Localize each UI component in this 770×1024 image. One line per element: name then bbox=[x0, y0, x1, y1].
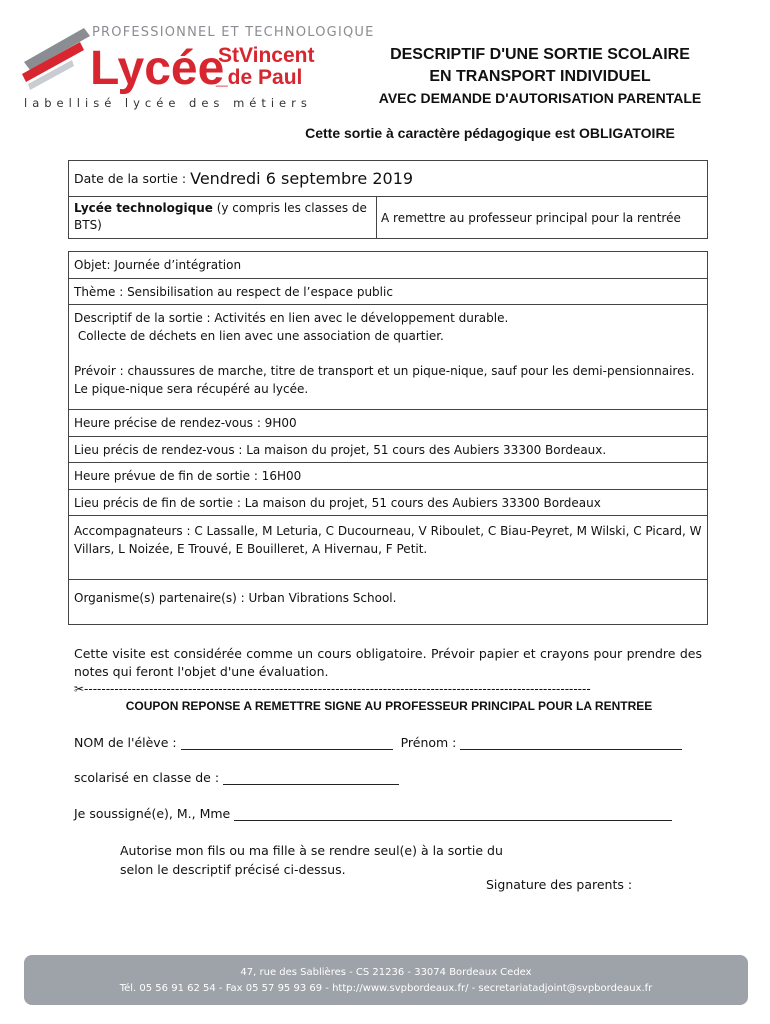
signature-label: Signature des parents : bbox=[486, 877, 633, 892]
info-table bbox=[68, 160, 708, 239]
nom-prenom-row bbox=[74, 735, 682, 750]
descriptif-line1: Descriptif de la sortie : Activités en lien avec le développement durable. bbox=[74, 311, 509, 325]
heure-rdv-row: Heure précise de rendez-vous : 9H00 bbox=[69, 410, 707, 437]
heure-fin-row: Heure prévue de fin de sortie : 16H00 bbox=[69, 463, 707, 490]
lieu-fin-row: Lieu précis de fin de sortie : La maison du projet, 51 cours des Aubiers 33300 Bordeaux bbox=[69, 490, 707, 516]
mandatory-notice: Cette sortie à caractère pédagogique est OBLIGATOIRE bbox=[305, 125, 675, 141]
logo-top-text: PROFESSIONNEL ET TECHNOLOGIQUE bbox=[92, 25, 375, 40]
lieu-rdv-row: Lieu précis de rendez-vous : La maison du projet, 51 cours des Aubiers 33300 Bordeaux. bbox=[69, 437, 707, 463]
school-label-bold: Lycée technologique bbox=[74, 201, 213, 215]
objet-row: Objet: Journée d’intégration bbox=[69, 252, 707, 279]
date-row bbox=[69, 161, 707, 197]
scissors-cut-line: ✂--------------------------------------------------------------------------------------------------------------------- bbox=[74, 682, 591, 696]
logo-main-text: Lycée bbox=[90, 42, 225, 95]
logo-tagline: labellisé lycée des métiers bbox=[24, 96, 312, 110]
logo-name-line1: StVincent bbox=[218, 44, 315, 67]
descriptif-row bbox=[69, 305, 707, 410]
details-table bbox=[68, 251, 708, 625]
soussigne-field[interactable] bbox=[234, 808, 672, 821]
accompagnateurs-row: Accompagnateurs : C Lassalle, M Leturia, C Ducourneau, V Riboulet, C Biau-Peyret, M Wilski, C Picard, W Villars, L Noizée, E Trouvé, E Bouilleret, A Hivernau, F Petit. bbox=[69, 516, 707, 580]
coupon-title: COUPON REPONSE A REMETTRE SIGNE AU PROFESSEUR PRINCIPAL POUR LA RENTREE bbox=[125, 699, 653, 713]
school-label-rest: (y compris les classes de BTS) bbox=[74, 201, 367, 232]
nom-label: NOM de l'élève : bbox=[74, 735, 177, 750]
doc-title-line1: DESCRIPTIF D'UNE SORTIE SCOLAIRE bbox=[390, 46, 690, 63]
theme-row: Thème : Sensibilisation au respect de l’espace public bbox=[69, 279, 707, 305]
date-value: Vendredi 6 septembre 2019 bbox=[190, 169, 414, 188]
prevoir-text: Prévoir : chaussures de marche, titre de transport et un pique-nique, sauf pour les demi-pensionnaires. Le pique-nique sera récupéré au lycée. bbox=[74, 364, 695, 396]
descriptif-line2: Collecte de déchets en lien avec une association de quartier. bbox=[74, 329, 444, 343]
classe-row bbox=[74, 770, 399, 785]
logo-name-line2: _de Paul bbox=[216, 66, 303, 89]
partenaires-row: Organisme(s) partenaire(s) : Urban Vibrations School. bbox=[74, 591, 397, 605]
doc-title-line2: EN TRANSPORT INDIVIDUEL bbox=[429, 68, 651, 85]
school-row bbox=[69, 197, 707, 239]
soussigne-row bbox=[74, 806, 672, 821]
doc-title-line3: AVEC DEMANDE D'AUTORISATION PARENTALE bbox=[378, 90, 702, 106]
soussigne-label: Je soussigné(e), M., Mme bbox=[74, 806, 231, 821]
evaluation-note: Cette visite est considérée comme un cours obligatoire. Prévoir papier et crayons pour prendre des notes qui feront l'objet d'une évaluation. bbox=[74, 646, 702, 679]
prenom-label: Prénom : bbox=[400, 735, 457, 750]
classe-field[interactable] bbox=[223, 772, 399, 785]
prenom-field[interactable] bbox=[460, 737, 682, 750]
date-label: Date de la sortie : bbox=[74, 171, 187, 186]
footer-line1: 47, rue des Sablières - CS 21236 - 33074 Bordeaux Cedex bbox=[240, 967, 532, 978]
nom-field[interactable] bbox=[181, 737, 393, 750]
footer-line2: Tél. 05 56 91 62 54 - Fax 05 57 95 93 69 - http://www.svpbordeaux.fr/ - secretariatadjoint@svpbordeaux.fr bbox=[119, 983, 653, 994]
authorization-text: Autorise mon fils ou ma fille à se rendre seul(e) à la sortie du selon le descriptif précisé ci-dessus. bbox=[120, 843, 503, 877]
footer-address bbox=[24, 955, 748, 1005]
school-cell bbox=[69, 197, 377, 239]
return-note: A remettre au professeur principal pour la rentrée bbox=[381, 211, 681, 225]
classe-label: scolarisé en classe de : bbox=[74, 770, 220, 785]
